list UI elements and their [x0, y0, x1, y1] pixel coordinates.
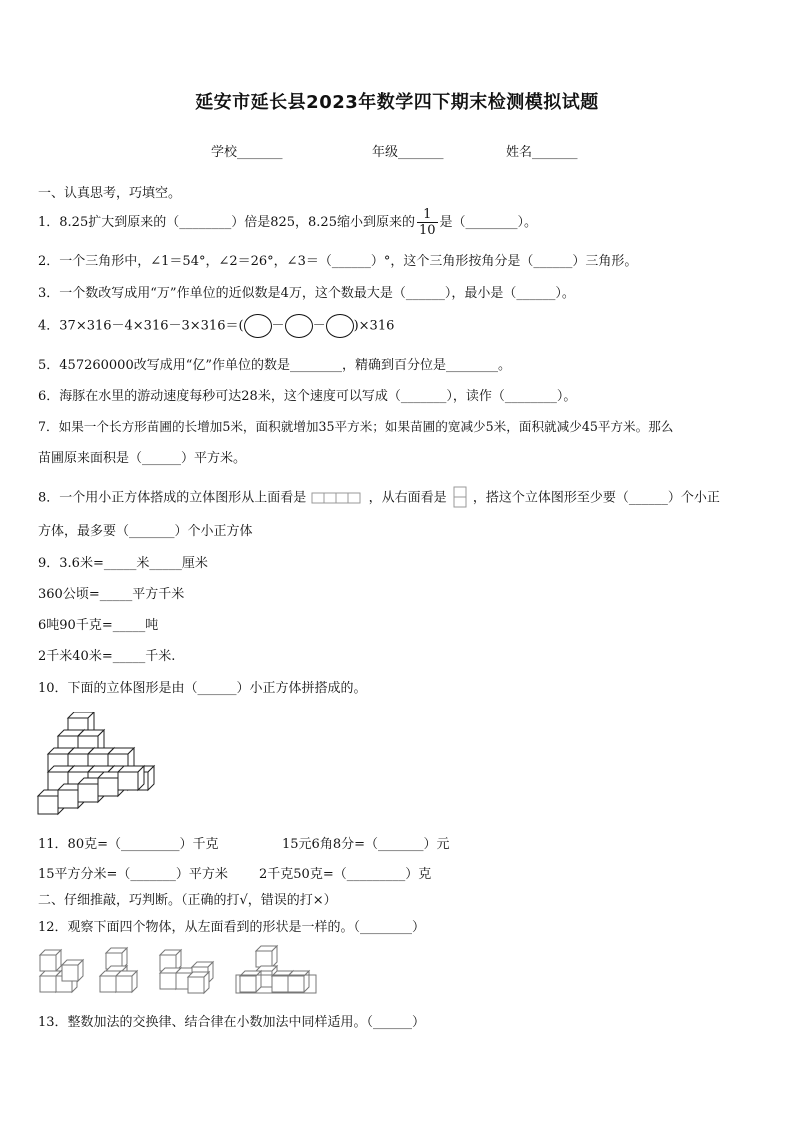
question-13: 13．整数加法的交换律、结合律在小数加法中同样适用。（______） [38, 1015, 426, 1030]
question-10: 10．下面的立体图形是由（______）小正方体拼搭成的。 [38, 681, 367, 696]
answer-circle-1 [244, 314, 272, 338]
minus-sign-1: － [271, 318, 285, 334]
page-title: 延安市延长县2023年数学四下期末检测模拟试题 [195, 92, 599, 113]
object-3 [160, 950, 213, 993]
question-3: 3．一个数改写成用“万”作单位的近似数是4万，这个数最大是（______），最小是（______）。 [38, 286, 575, 301]
q4-text-b: )×316 [353, 318, 395, 334]
question-9-item-1: 9．3.6米=_____米_____厘米 [38, 556, 208, 571]
question-9-item-3: 6吨90千克=_____吨 [38, 618, 159, 633]
top-view-figure [310, 491, 364, 505]
object-2 [100, 948, 137, 992]
grade-field: 年级_______ [372, 145, 444, 160]
name-field: 姓名_______ [506, 145, 578, 160]
question-6: 6．海豚在水里的游动速度每秒可达28米，这个速度可以写成（_______），读作（________）。 [38, 389, 577, 404]
question-7-line-1: 7．如果一个长方形苗圃的长增加5米，面积就增加35平方米；如果苗圃的宽减少5米，面积就减少45平方米。那么 [38, 419, 674, 434]
object-4 [236, 946, 316, 993]
question-1 [38, 207, 537, 238]
q8-text-b: ，从右面看是 [368, 490, 447, 506]
question-9-item-2: 360公顷=_____平方千米 [38, 587, 185, 602]
q1-text-b: 是（________）。 [439, 215, 538, 230]
question-5: 5．457260000改写成用“亿”作单位的数是________，精确到百分位是________。 [38, 358, 512, 373]
q4-text-a: 4．37×316－4×316－3×316＝( [38, 318, 244, 334]
four-objects-figure [38, 940, 328, 996]
question-8 [38, 485, 720, 511]
question-9-item-4: 2千米40米=_____千米. [38, 649, 176, 664]
section-2-heading: 二、仔细推敲，巧判断。（正确的打√，错误的打×） [38, 893, 337, 908]
answer-circle-2 [285, 314, 313, 338]
q8-text-a: 8．一个用小正方体搭成的立体图形从上面看是 [38, 490, 307, 506]
q1-text-a: 1．8.25扩大到原来的（________）倍是825，8.25缩小到原来的 [38, 215, 415, 230]
question-4 [38, 314, 394, 338]
right-view-figure [451, 485, 469, 511]
question-11-c: 15平方分米=（_______）平方米 [38, 867, 228, 882]
fraction-denominator: 10 [418, 223, 436, 238]
minus-sign-2: － [312, 318, 326, 334]
answer-circle-3 [326, 314, 354, 338]
question-2: 2．一个三角形中，∠1＝54°，∠2＝26°，∠3＝（______）°，这个三角形按角分是（______）三角形。 [38, 254, 638, 269]
object-1 [40, 950, 83, 992]
school-field: 学校_______ [211, 145, 283, 160]
cube-stack-figure [36, 712, 160, 816]
q8-text-c: ，搭这个立体图形至少要（______）个小正 [472, 490, 720, 506]
fraction-numerator: 1 [417, 207, 438, 223]
question-7-line-2: 苗圃原来面积是（______）平方米。 [38, 451, 247, 466]
section-1-heading: 一、认真思考，巧填空。 [38, 186, 182, 201]
question-12: 12．观察下面四个物体，从左面看到的形状是一样的。（________） [38, 920, 426, 935]
question-11-d: 2千克50克=（_________）克 [259, 867, 432, 882]
fraction [417, 207, 438, 238]
question-11-b: 15元6角8分=（_______）元 [282, 837, 450, 852]
question-11-a: 11．80克=（_________）千克 [38, 837, 219, 852]
question-8-line-2: 方体，最多要（_______）个小正方体 [38, 524, 253, 539]
